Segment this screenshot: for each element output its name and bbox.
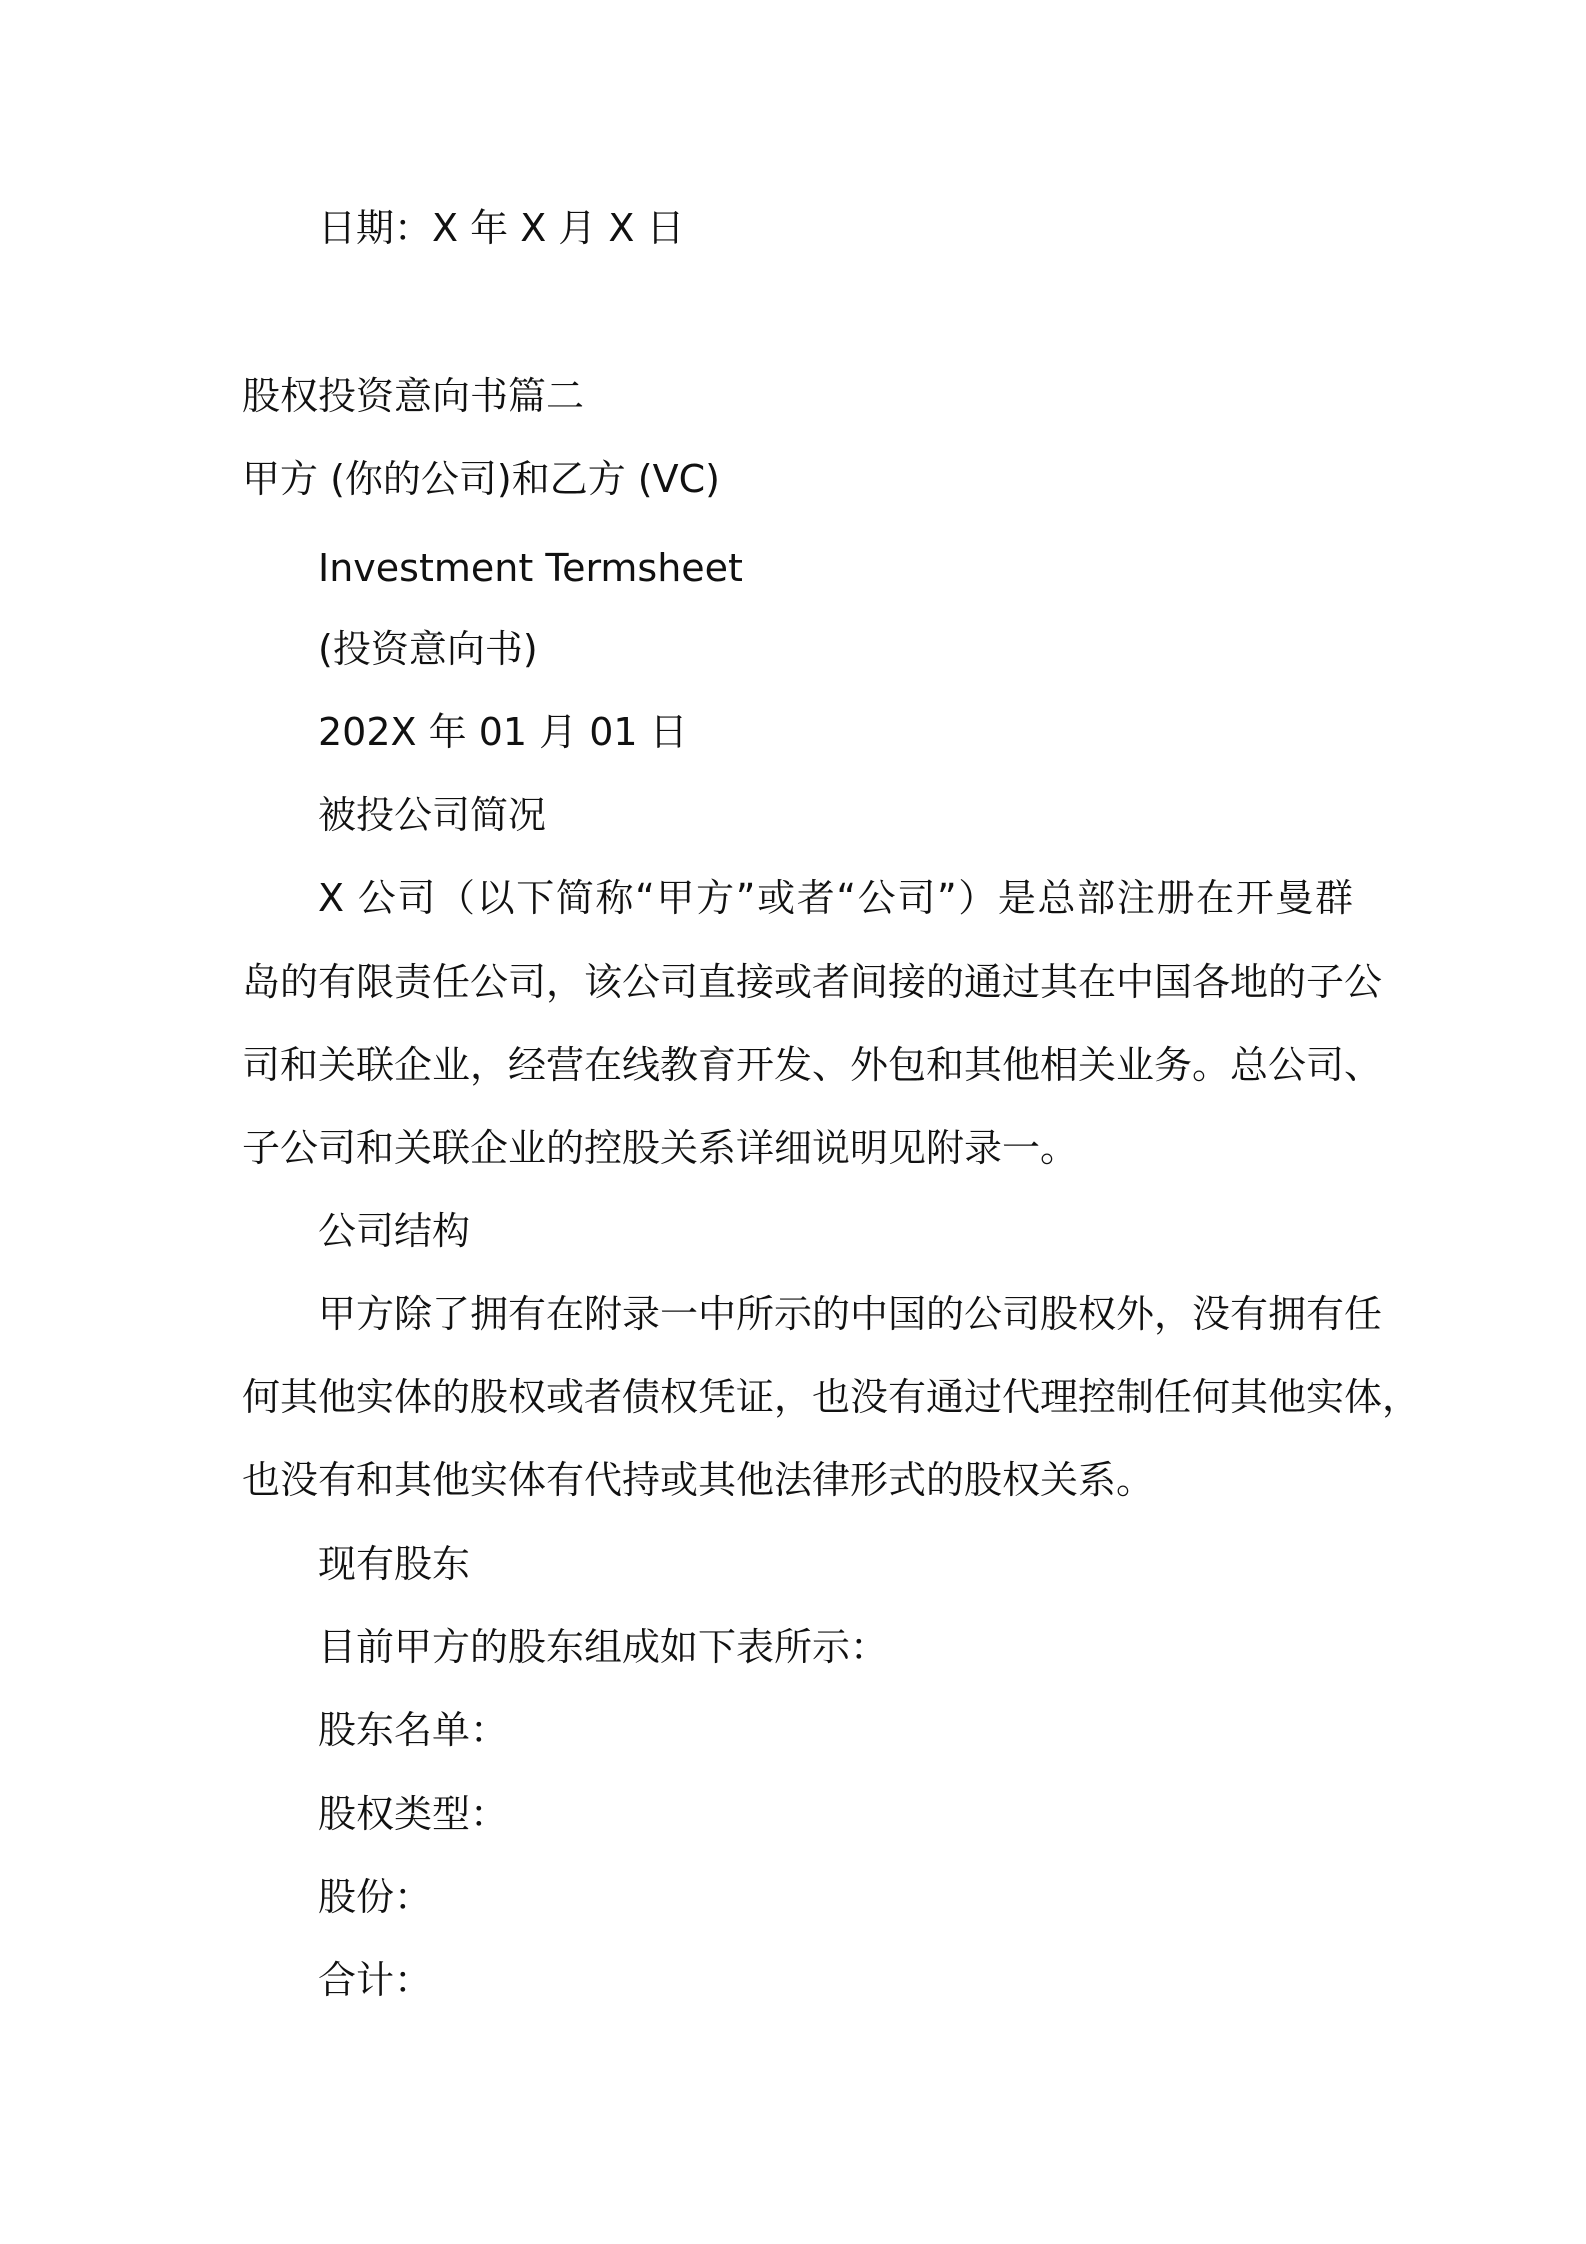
company-overview-line-3: 司和关联企业，经营在线教育开发、外包和其他相关业务。总公司、 (242, 1043, 1383, 1087)
company-overview-line-2: 岛的有限责任公司，该公司直接或者间接的通过其在中国各地的子公 (242, 960, 1383, 1004)
doc-title-cn: (投资意向书) (318, 627, 538, 671)
doc-title-en: Investment Termsheet (318, 546, 743, 590)
company-structure-heading: 公司结构 (318, 1209, 471, 1253)
field-shareholder-list: 股东名单： (318, 1708, 509, 1752)
shareholders-heading: 现有股东 (318, 1542, 471, 1586)
field-equity-type: 股权类型： (318, 1792, 509, 1836)
section-title: 股权投资意向书篇二 (242, 374, 585, 418)
company-structure-line-1: 甲方除了拥有在附录一中所示的中国的公司股权外，没有拥有任 (318, 1292, 1383, 1336)
parties-line: 甲方 (你的公司)和乙方 (VC) (242, 457, 720, 501)
date-line: 日期：X 年 X 月 X 日 (318, 206, 685, 250)
shareholders-intro: 目前甲方的股东组成如下表所示： (318, 1625, 889, 1669)
field-shares: 股份： (318, 1875, 433, 1919)
company-structure-line-3: 也没有和其他实体有代持或其他法律形式的股权关系。 (242, 1458, 1155, 1502)
field-total: 合计： (318, 1958, 433, 2002)
company-overview-line-4: 子公司和关联企业的控股关系详细说明见附录一。 (242, 1126, 1079, 1170)
company-structure-line-2: 何其他实体的股权或者债权凭证，也没有通过代理控制任何其他实体， (242, 1375, 1421, 1419)
company-overview-line-1: X 公司（以下简称“甲方”或者“公司”）是总部注册在开曼群 (318, 876, 1353, 920)
company-overview-heading: 被投公司简况 (318, 793, 547, 837)
doc-date: 202X 年 01 月 01 日 (318, 710, 688, 754)
